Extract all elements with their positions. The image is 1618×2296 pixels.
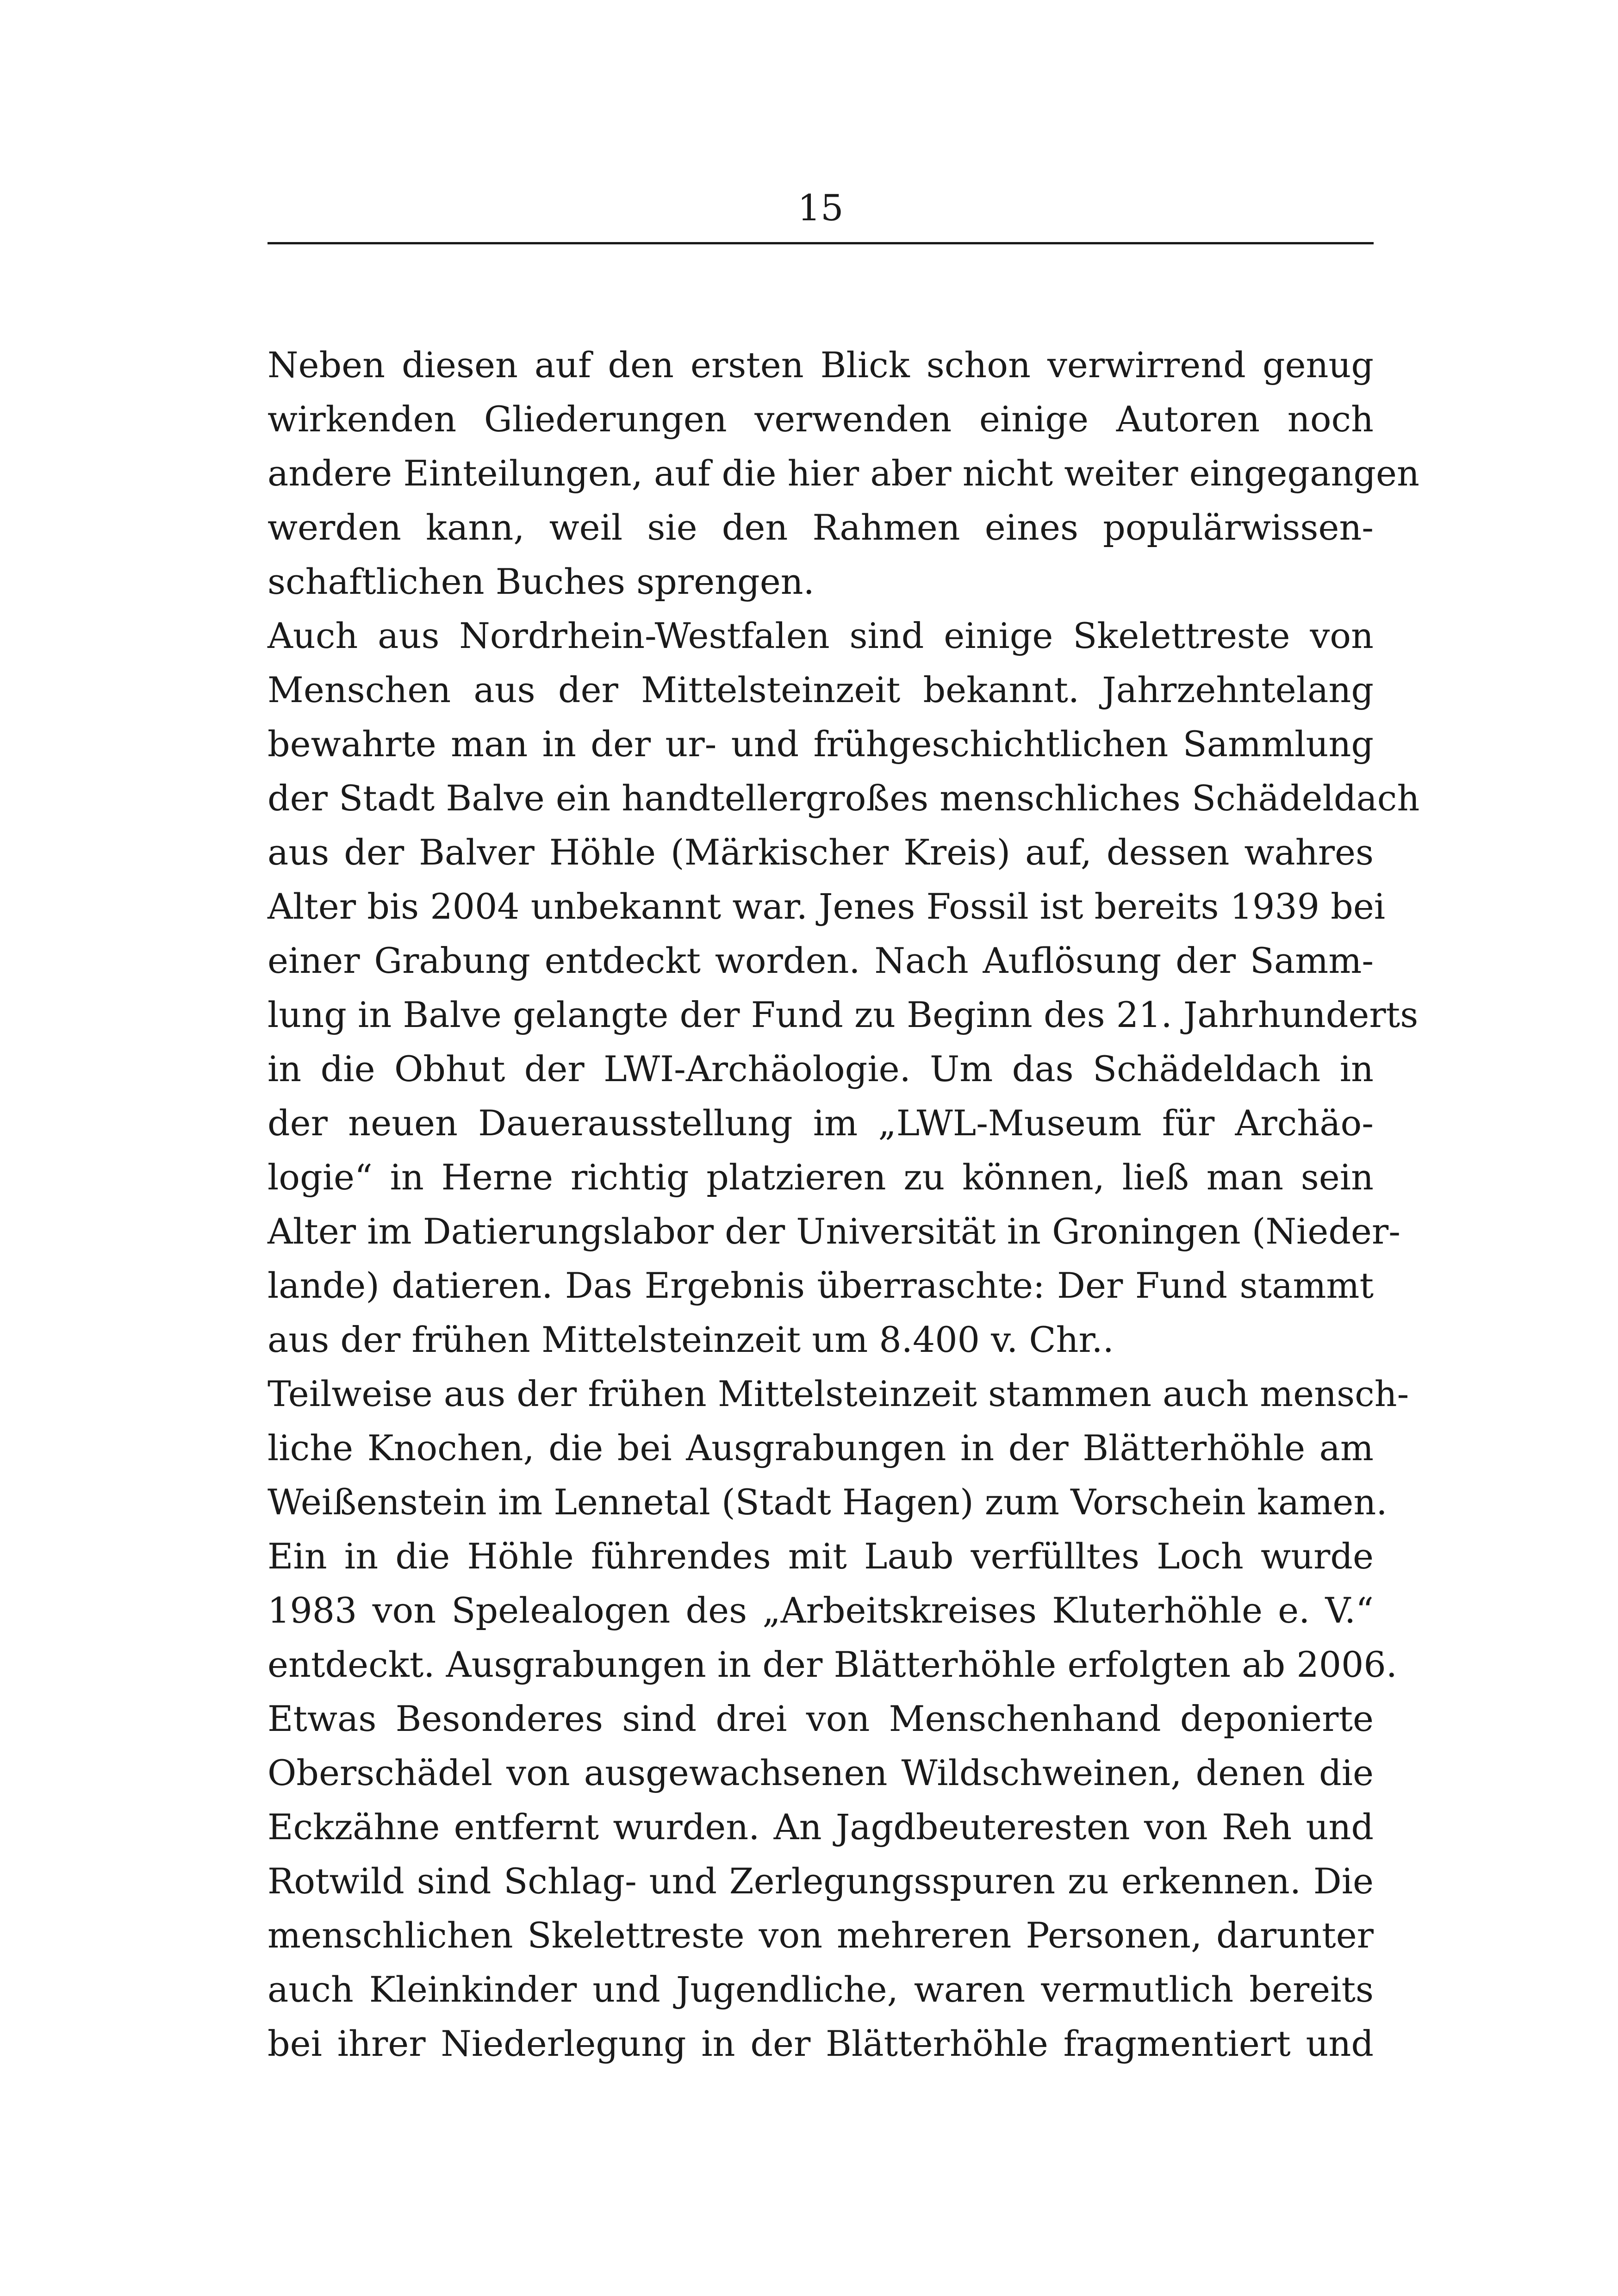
text-line: Menschen aus der Mittelsteinzeit bekannt. Jahrzehntelang: [268, 669, 1374, 710]
text-line: Teilweise aus der frühen Mittelsteinzeit stammen auch mensch-: [268, 1373, 1409, 1414]
text-line: bewahrte man in der ur- und frühgeschichtlichen Sammlung: [268, 723, 1374, 765]
text-line: Oberschädel von ausgewachsenen Wildschweinen, denen die: [268, 1752, 1374, 1793]
header-rule: [268, 242, 1374, 244]
text-line: logie“ in Herne richtig platzieren zu können, ließ man sein: [268, 1157, 1374, 1198]
text-line: werden kann, weil sie den Rahmen eines populärwissen-: [268, 507, 1374, 548]
text-line: der Stadt Balve ein handtellergroßes menschliches Schädeldach: [268, 778, 1420, 819]
text-line: aus der frühen Mittelsteinzeit um 8.400 v. Chr..: [268, 1319, 1114, 1360]
text-line: Neben diesen auf den ersten Blick schon verwirrend genug: [268, 344, 1374, 386]
text-line: Weißenstein im Lennetal (Stadt Hagen) zum Vorschein kamen.: [268, 1481, 1388, 1523]
paragraph-2: [268, 609, 1420, 1367]
text-line: menschlichen Skelettreste von mehreren Personen, darunter: [268, 1915, 1374, 1956]
text-line: lung in Balve gelangte der Fund zu Beginn des 21. Jahrhunderts: [268, 994, 1419, 1035]
text-line: lande) datieren. Das Ergebnis überraschte: Der Fund stammt: [268, 1265, 1374, 1306]
page-number: 15: [797, 187, 844, 229]
text-line: aus der Balver Höhle (Märkischer Kreis) auf, dessen wahres: [268, 832, 1374, 873]
text-line: wirkenden Gliederungen verwenden einige Autoren noch: [268, 398, 1374, 440]
text-line: andere Einteilungen, auf die hier aber nicht weiter eingegangen: [268, 453, 1419, 494]
paragraph-3: [268, 1367, 1409, 2071]
text-line: Alter im Datierungslabor der Universität in Groningen (Nieder-: [268, 1211, 1400, 1252]
text-line: 1983 von Spelealogen des „Arbeitskreises Kluterhöhle e. V.“: [268, 1590, 1374, 1631]
text-line: bei ihrer Niederlegung in der Blätterhöhle fragmentiert und: [268, 2023, 1374, 2064]
paragraph-1: [268, 338, 1419, 609]
text-line: der neuen Dauerausstellung im „LWL-Museum für Archäo-: [268, 1102, 1374, 1144]
body-text: [268, 338, 1420, 2071]
text-line: Etwas Besonderes sind drei von Menschenhand deponierte: [268, 1698, 1374, 1739]
text-line: einer Grabung entdeckt worden. Nach Auflösung der Samm-: [268, 940, 1374, 981]
text-line: Eckzähne entfernt wurden. An Jagdbeuteresten von Reh und: [268, 1806, 1374, 1848]
text-line: Auch aus Nordrhein-Westfalen sind einige Skelettreste von: [268, 615, 1374, 656]
text-line: auch Kleinkinder und Jugendliche, waren vermutlich bereits: [268, 1969, 1374, 2010]
page-header: [268, 176, 1374, 248]
text-line: schaftlichen Buches sprengen.: [268, 561, 815, 602]
text-line: Ein in die Höhle führendes mit Laub verfülltes Loch wurde: [268, 1536, 1374, 1577]
text-line: Alter bis 2004 unbekannt war. Jenes Fossil ist bereits 1939 bei: [268, 886, 1386, 927]
text-line: entdeckt. Ausgrabungen in der Blätterhöhle erfolgten ab 2006.: [268, 1644, 1397, 1685]
text-line: Rotwild sind Schlag- und Zerlegungsspuren zu erkennen. Die: [268, 1860, 1374, 1902]
text-line: in die Obhut der LWI-Archäologie. Um das Schädeldach in: [268, 1048, 1374, 1089]
text-line: liche Knochen, die bei Ausgrabungen in der Blätterhöhle am: [268, 1427, 1374, 1468]
